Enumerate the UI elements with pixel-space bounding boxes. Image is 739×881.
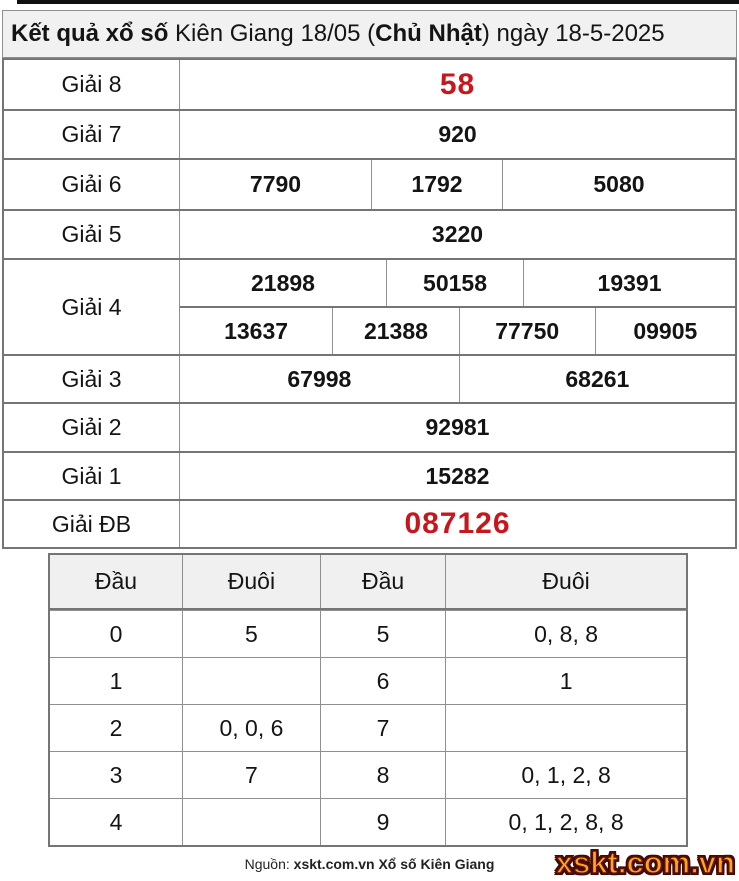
tail-cell: 7	[183, 752, 321, 798]
prize-value: 50158	[387, 260, 524, 306]
prize-value: 58	[439, 67, 476, 101]
page-title-part: Kết quả xổ số	[11, 20, 169, 47]
head-tail-row	[50, 798, 686, 845]
title-bar	[2, 10, 737, 58]
tail-cell: 7	[321, 705, 446, 751]
tail-cell: 9	[321, 799, 446, 845]
prize-label: Giải 3	[4, 356, 180, 402]
head-tail-row	[50, 751, 686, 798]
tail-cell	[183, 799, 321, 845]
prize-label: Giải 5	[4, 211, 180, 258]
prize-label: Giải ĐB	[4, 501, 180, 547]
source-note-prefix: Nguồn:	[244, 856, 294, 872]
prize-label: Giải 2	[4, 404, 180, 451]
prize-row-7	[4, 109, 735, 158]
prize-row-2	[4, 402, 735, 451]
xskt-logo-link[interactable]: xskt.com.vn	[555, 845, 735, 880]
prize-value: 21388	[333, 308, 460, 354]
prize-value: 68261	[565, 365, 630, 392]
prize-table	[2, 58, 737, 549]
prize-value: 7790	[180, 160, 372, 209]
prize-row-8	[4, 60, 735, 109]
prize-row-6	[4, 158, 735, 209]
prize-value: 920	[438, 121, 477, 147]
head-tail-row	[50, 610, 686, 657]
prize-label: Giải 8	[4, 60, 180, 109]
prize-row-4	[4, 258, 735, 354]
tail-cell: 0	[50, 611, 183, 657]
special-prize-value: 087126	[404, 507, 511, 540]
page-title-part: ) ngày 18-5-2025	[481, 20, 665, 47]
tail-cell	[446, 705, 686, 751]
head-tail-header-row	[50, 555, 686, 610]
prize-value: 15282	[425, 462, 490, 489]
tail-cell: 0, 1, 2, 8	[521, 761, 611, 788]
prize-row-special	[4, 499, 735, 547]
prize-value: 92981	[425, 414, 490, 440]
prize-value: 67998	[180, 356, 460, 402]
prize-label: Giải 7	[4, 111, 180, 158]
head-tail-row	[50, 657, 686, 704]
prize-value: 19391	[597, 269, 662, 296]
tail-cell: 0, 8, 8	[534, 620, 599, 647]
tail-cell: 0, 0, 6	[183, 705, 321, 751]
prize-label: Giải 4	[4, 260, 180, 354]
prize-row-3	[4, 354, 735, 402]
header-cell-duoi: Đuôi	[542, 568, 590, 594]
header-cell-dau: Đầu	[321, 555, 446, 608]
tail-cell: 8	[321, 752, 446, 798]
tail-cell: 5	[183, 611, 321, 657]
tail-cell	[183, 658, 321, 704]
prize-value: 3220	[431, 221, 484, 247]
header-cell-dau: Đầu	[50, 555, 183, 608]
tail-cell: 1	[559, 667, 573, 694]
prize-value: 21898	[180, 260, 387, 306]
prize-value: 5080	[593, 171, 645, 197]
tail-cell: 5	[321, 611, 446, 657]
source-note-name: xskt.com.vn Xổ số Kiên Giang	[293, 856, 495, 872]
tail-cell: 6	[321, 658, 446, 704]
header-cell-duoi: Đuôi	[183, 555, 321, 608]
top-border-strip	[17, 0, 739, 4]
tail-cell: 0, 1, 2, 8, 8	[508, 808, 624, 835]
prize-value: 13637	[180, 308, 333, 354]
prize-value: 1792	[372, 160, 503, 209]
prize-value: 09905	[633, 317, 698, 344]
page-title-part: Kiên Giang 18/05 (	[168, 20, 376, 47]
prize-row-5	[4, 209, 735, 258]
prize-label: Giải 6	[4, 160, 180, 209]
tail-cell: 3	[50, 752, 183, 798]
tail-cell: 1	[50, 658, 183, 704]
tail-cell: 4	[50, 799, 183, 845]
prize-row-1	[4, 451, 735, 499]
head-tail-row	[50, 704, 686, 751]
prize-label: Giải 1	[4, 453, 180, 499]
tail-cell: 2	[50, 705, 183, 751]
prize-value: 77750	[460, 308, 596, 354]
head-tail-table	[48, 553, 688, 847]
page-title-part: Chủ Nhật	[375, 20, 482, 47]
